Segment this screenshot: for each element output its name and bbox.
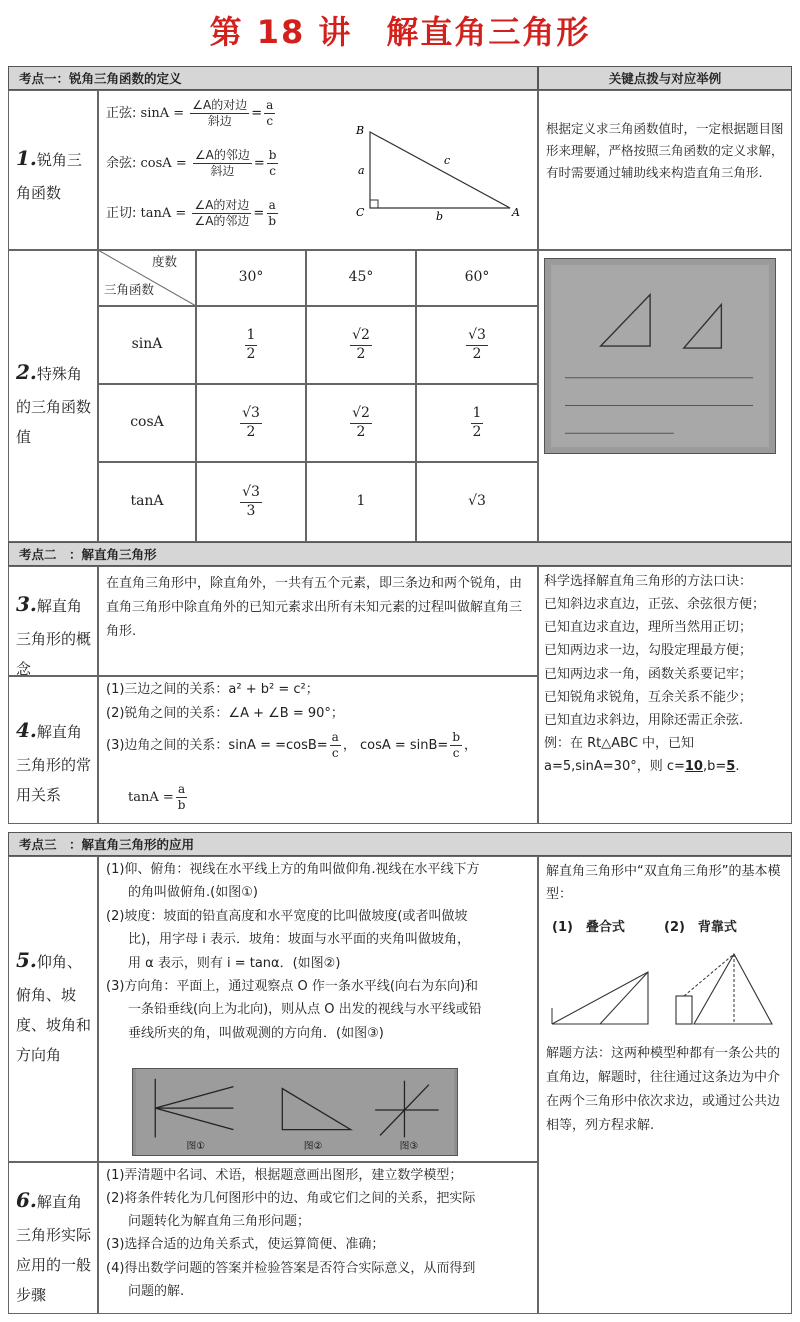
row5-line: (3)方向角：平面上，通过观察点 O 作一条水平线(向右为东向)和 bbox=[106, 978, 479, 994]
row5-line: 一条铅垂线(向上为北向)，则从点 O 出发的视线与水平线或铅 bbox=[128, 1002, 482, 1018]
double-triangle-intro: 解直角三角形中“双直角三角形”的基本模型： bbox=[546, 864, 781, 903]
row5-line: (2)坡度：坡面的铅直高度和水平宽度的比叫做坡度(或者叫做坡 bbox=[106, 908, 468, 924]
figures-sketch bbox=[133, 1069, 457, 1155]
table-cell: $\frac{√2}{2}$ bbox=[306, 384, 416, 462]
vertex-a-label: A bbox=[512, 206, 520, 219]
table-row-tan-name: tanA bbox=[98, 462, 196, 542]
row4-label: 4.解直角三角形的常用关系 bbox=[16, 718, 92, 804]
row5-line: 比)，用字母 i 表示．坡角：坡面与水平面的夹角叫做坡角， bbox=[128, 932, 470, 948]
table-cell: $\frac{√3}{2}$ bbox=[196, 384, 306, 462]
mnemonic-line: 已知两边求一角，函数关系要记牢； bbox=[544, 666, 753, 682]
row5-text bbox=[106, 858, 536, 1045]
example-answer-line: a=5,sinA=30°，则 c=10,b=5. bbox=[544, 759, 740, 774]
answer-b: 5 bbox=[726, 759, 736, 774]
mnemonic-line: 已知直边求直边，理所当然用正切； bbox=[544, 620, 753, 636]
row2-label: 2.特殊角的三角函数值 bbox=[16, 360, 92, 446]
cos-definition: 余弦: cosA = $\frac{\text{∠A的邻边}}{\text{斜边}}$ = $\frac{b}{c}$ bbox=[106, 148, 277, 178]
side-a-label: a bbox=[358, 164, 365, 177]
table-cell: $\frac{1}{2}$ bbox=[196, 306, 306, 384]
row6-line: (1)弄清题中名词、术语，根据题意画出图形，建立数学模型； bbox=[106, 1168, 463, 1183]
table-cell: $\frac{√3}{3}$ bbox=[196, 462, 306, 542]
sin-definition: 正弦: sinA = $\frac{\text{∠A的对边}}{\text{斜边}}$ = $\frac{a}{c}$ bbox=[106, 98, 274, 128]
table-degree-45: 45° bbox=[306, 250, 416, 306]
vertex-b-label: B bbox=[356, 124, 365, 137]
fig2-label: 图② bbox=[303, 1141, 323, 1153]
table-cell: √3 bbox=[416, 462, 538, 542]
table-cell: $\frac{1}{2}$ bbox=[416, 384, 538, 462]
row6-label: 6.解直角三角形实际应用的一般步骤 bbox=[16, 1188, 92, 1304]
row3-text: 在直角三角形中，除直角外，一共有五个元素，即三条边和两个锐角，由直角三角形中除直角外的已知元素求出所有未知元素的过程叫做解直角三角形. bbox=[106, 576, 523, 640]
solving-method: 解题方法：这两种模型种都有一条公共的直角边，解题时，往往通过这条边为中介在两个三角形中依次求边，或通过公共边相等，列方程求解. bbox=[546, 1046, 781, 1134]
row4-line2: (2)锐角之间的关系：∠A + ∠B = 90°； bbox=[106, 706, 344, 721]
row5-line: (1)仰、俯角：视线在水平线上方的角叫做仰角.视线在水平线下方 bbox=[106, 862, 480, 877]
row5-line: 的角叫做俯角.(如图①) bbox=[128, 885, 258, 901]
section1-header: 考点一：锐角三角函数的定义 bbox=[8, 66, 538, 90]
row1-label: 1.锐角三角函数 bbox=[16, 146, 82, 202]
row6-line: (3)选择合适的边角关系式，使运算简便、准确； bbox=[106, 1237, 385, 1253]
model-1-label: (1) 叠合式 bbox=[552, 920, 625, 935]
section2-header: 考点二 ：解直角三角形 bbox=[8, 542, 792, 566]
side-b-label: b bbox=[436, 210, 444, 223]
model-2-label: (2) 背靠式 bbox=[664, 920, 737, 935]
row4-line1: (1)三边之间的关系：a² + b² = c²； bbox=[106, 682, 319, 697]
angle-figures-photo bbox=[132, 1068, 458, 1156]
answer-c: 10 bbox=[684, 759, 703, 774]
mnemonic-line: 已知两边求一边，勾股定理最方便； bbox=[544, 643, 753, 659]
row6-line: 问题转化为解直角三角形问题； bbox=[128, 1214, 311, 1230]
row5-line: 用 α 表示，则有 i = tanα．(如图②) bbox=[128, 955, 341, 971]
row3-label: 3.解直角三角形的概念 bbox=[16, 592, 92, 678]
side-c-label: c bbox=[444, 154, 451, 167]
mnemonic-line: 已知锐角求锐角，互余关系不能少； bbox=[544, 689, 753, 705]
table-row-sin-name: sinA bbox=[98, 306, 196, 384]
row4-line4: tanA = $\frac{a}{b}$ bbox=[128, 782, 186, 812]
side-header: 关键点拨与对应举例 bbox=[538, 66, 792, 90]
table-cell: 1 bbox=[306, 462, 416, 542]
table-degree-60: 60° bbox=[416, 250, 538, 306]
mnemonic-line: 科学选择解直角三角形的方法口诀： bbox=[544, 574, 753, 589]
row1-note: 根据定义求三角函数值时，一定根据题目图形来理解，严格按照三角函数的定义求解，有时需要通过辅助线来构造直角三角形. bbox=[546, 121, 784, 180]
fig1-label: 图① bbox=[186, 1141, 206, 1153]
page-title: 第 18 讲 解直角三角形 bbox=[209, 13, 591, 51]
row6-text bbox=[106, 1164, 536, 1303]
double-triangle-models-diagram bbox=[544, 948, 788, 1034]
table-degree-30: 30° bbox=[196, 250, 306, 306]
right-triangle-diagram bbox=[350, 120, 530, 225]
vertex-c-label: C bbox=[356, 206, 365, 219]
mnemonic-line: 已知直边求斜边，用除还需正余弦. bbox=[544, 712, 744, 728]
row5-line: 垂线所夹的角，叫做观测的方向角．(如图③) bbox=[128, 1025, 384, 1041]
special-angle-table bbox=[98, 250, 538, 542]
example-line: 例：在 Rt△ABC 中，已知 bbox=[544, 735, 695, 751]
row6-line: 问题的解. bbox=[128, 1283, 185, 1299]
table-cell: $\frac{√2}{2}$ bbox=[306, 306, 416, 384]
handwritten-notes-photo bbox=[544, 258, 776, 454]
mnemonic-line: 已知斜边求直边，正弦、余弦很方便； bbox=[544, 597, 766, 613]
row6-line: (2)将条件转化为几何图形中的边、角或它们之间的关系，把实际 bbox=[106, 1191, 476, 1207]
photo-sketch bbox=[545, 259, 775, 453]
section3-header: 考点三 ：解直角三角形的应用 bbox=[8, 832, 792, 856]
fig3-label: 图③ bbox=[399, 1141, 419, 1153]
row5-label: 5.仰角、俯角、坡度、坡角和方向角 bbox=[16, 948, 92, 1064]
tan-definition: 正切: tanA = $\frac{\text{∠A的对边}}{\text{∠A的邻边}}$ = $\frac{a}{b}$ bbox=[106, 198, 276, 228]
table-cell: $\frac{√3}{2}$ bbox=[416, 306, 538, 384]
table-corner-top: 度数 bbox=[152, 254, 178, 269]
row6-line: (4)得出数学问题的答案并检验答案是否符合实际意义，从而得到 bbox=[106, 1260, 476, 1276]
table-row-cos-name: cosA bbox=[98, 384, 196, 462]
section2-side-list bbox=[544, 570, 788, 778]
row4-line3: (3)边角之间的关系：sinA = =cosB= $\frac{a}{c}$ ， cosA = sinB= $\frac{b}{c}$ ， bbox=[106, 730, 478, 760]
table-corner-bottom: 三角函数 bbox=[104, 282, 155, 297]
